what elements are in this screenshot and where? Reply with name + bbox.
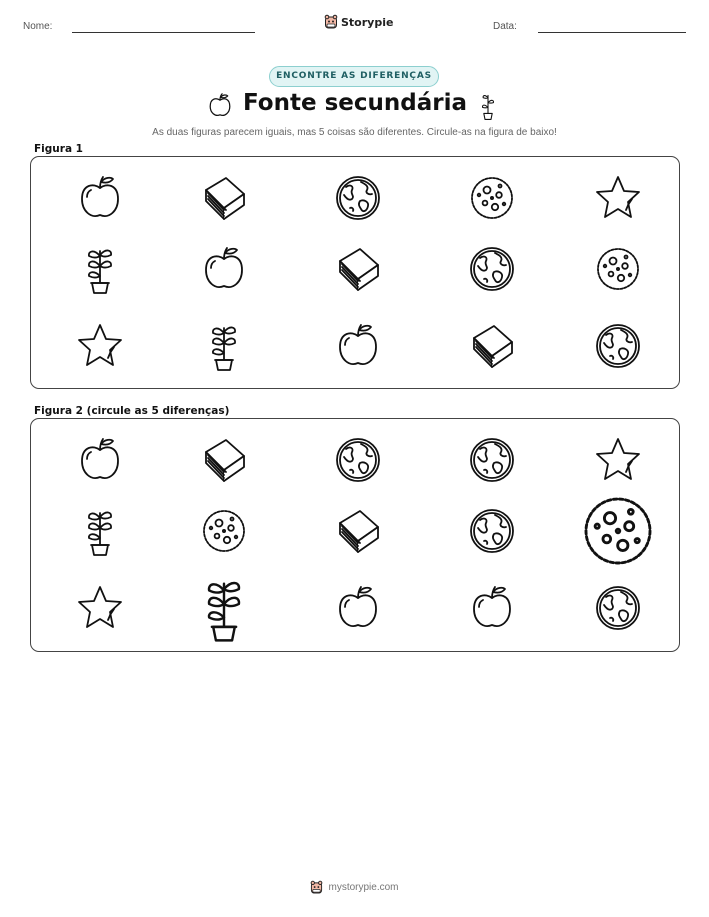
plant-icon[interactable] [194,578,254,638]
star-icon [70,316,130,376]
activity-badge: ENCONTRE AS DIFERENÇAS [269,66,439,87]
star-icon[interactable] [70,578,130,638]
figure-2-panel[interactable] [30,418,680,652]
brand-name: Storypie [341,15,394,29]
globe-icon[interactable] [462,501,522,561]
moon-icon[interactable] [194,501,254,561]
globe-icon[interactable] [328,430,388,490]
globe-icon [328,168,388,228]
figure-1-label: Figura 1 [34,143,83,155]
apple-icon [328,316,388,376]
star-icon [588,168,648,228]
apple-icon [206,90,234,120]
footer [0,880,709,895]
figure-1-panel [30,156,680,389]
plant-icon[interactable] [70,501,130,561]
book-icon [194,168,254,228]
moon-icon [588,239,648,299]
star-icon[interactable] [588,430,648,490]
globe-icon [588,316,648,376]
moon-icon [462,168,522,228]
instructions: As duas figuras parecem iguais, mas 5 coisas são diferentes. Circule-as na figura de baixo! [152,127,557,138]
apple-icon[interactable] [462,578,522,638]
apple-icon[interactable] [70,430,130,490]
plant-icon [476,88,500,122]
footer-site: mystorypie.com [328,882,399,893]
page-title: Fonte secundária [243,90,467,116]
name-label: Nome: [23,21,53,32]
moon-icon[interactable] [588,501,648,561]
date-line[interactable] [538,32,686,33]
brand [324,14,393,30]
name-line[interactable] [72,32,255,33]
plant-icon [194,316,254,376]
date-label: Data: [493,21,517,32]
apple-icon[interactable] [328,578,388,638]
globe-icon[interactable] [588,578,648,638]
figure-2-label: Figura 2 (circule as 5 diferenças) [34,405,230,417]
storypie-logo-icon [324,14,338,30]
plant-icon [70,239,130,299]
apple-icon [194,239,254,299]
globe-icon [462,239,522,299]
globe-icon[interactable] [462,430,522,490]
book-icon[interactable] [328,501,388,561]
storypie-logo-icon [310,880,323,895]
book-icon[interactable] [194,430,254,490]
book-icon [328,239,388,299]
apple-icon [70,168,130,228]
book-icon [462,316,522,376]
